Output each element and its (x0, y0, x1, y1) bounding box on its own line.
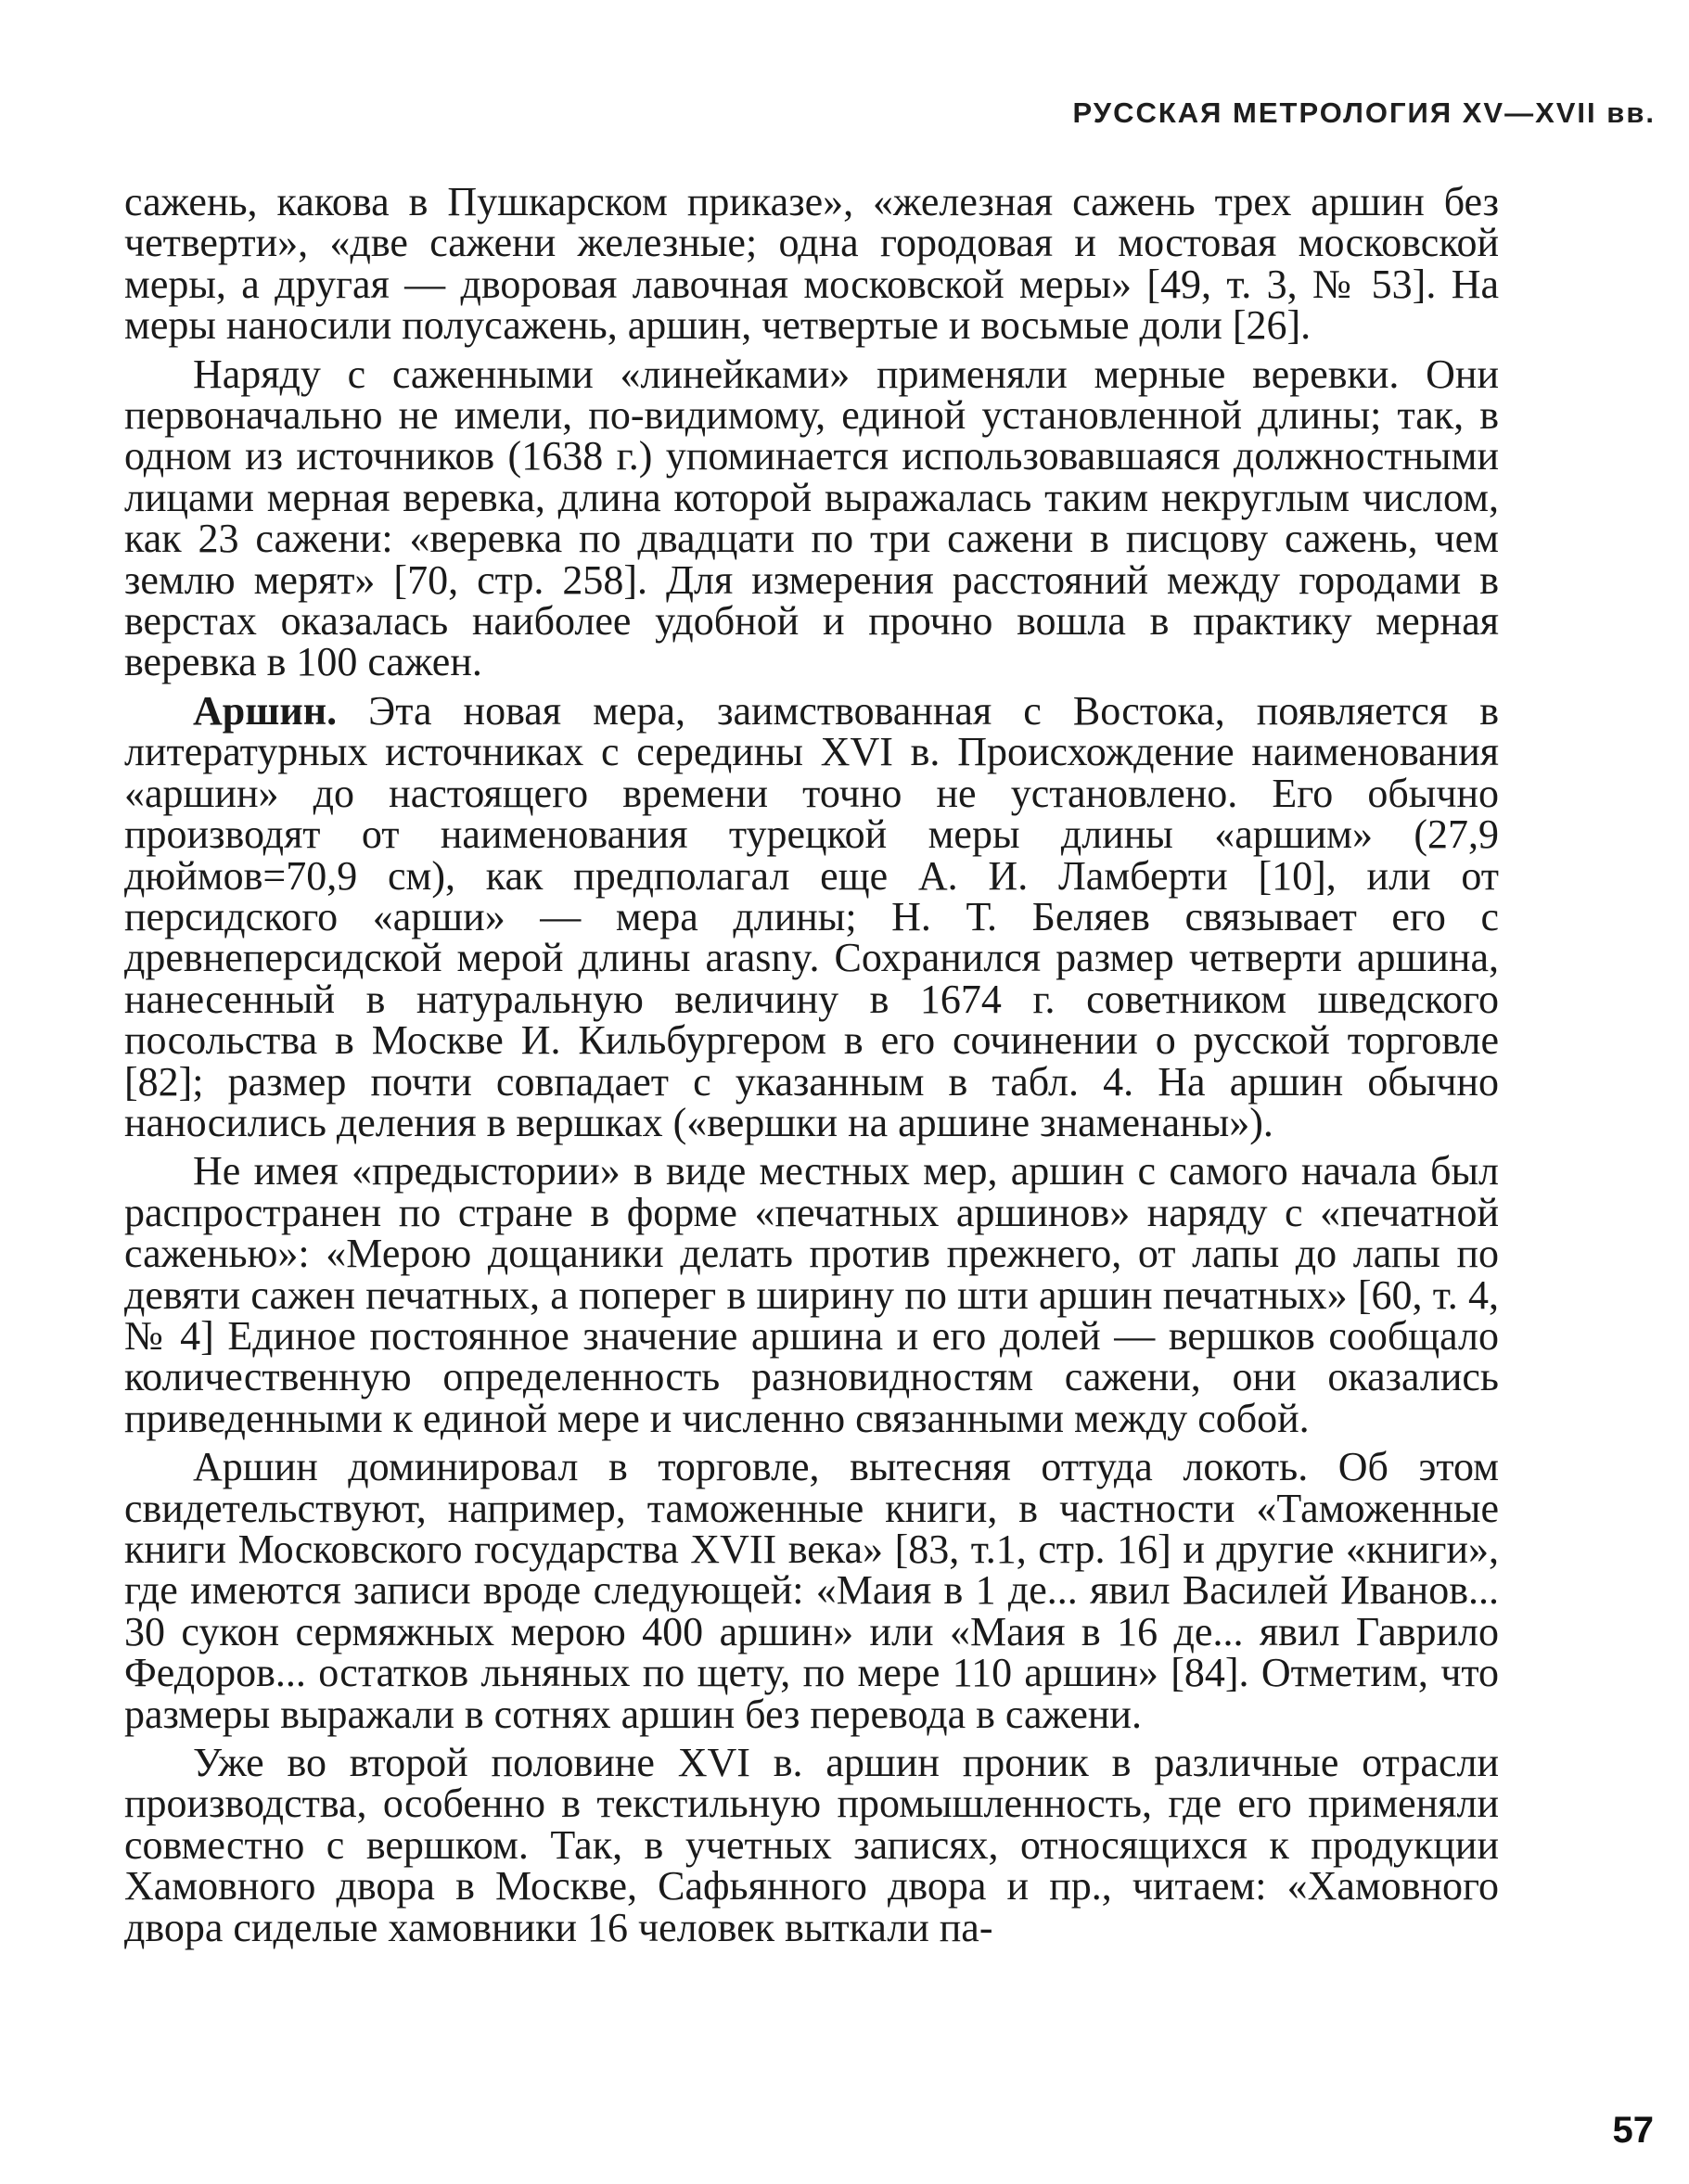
paragraph-1 (124, 179, 1499, 349)
paragraph-4 (124, 1148, 1499, 1441)
paragraph-3 (124, 687, 1499, 1145)
paragraph-3-lead: Аршин. (193, 687, 338, 734)
page-number: 57 (1612, 2110, 1654, 2151)
paragraph-2 (124, 351, 1499, 685)
paragraph-6 (124, 1740, 1499, 1950)
paragraph-4-text: Не имея «предыстории» в виде местных мер, аршин с самого начала был распространен по стране в форме «печатных аршинов» наряду с «печатной саженью»: «Мерою дощаники делать против прежнего, от лапы до лапы по девяти сажен печатных, а поперег в ширину по шти аршин печатных» [60, т. 4, № 4] Единое постоянное значение аршина и его долей — вершков сообщало количественную определенность разновидностям сажени, они оказались приведенными к единой мере и численно связанными между собой. (124, 1148, 1499, 1441)
paragraph-1-text: сажень, какова в Пушкарском приказе», «железная сажень трех аршин без четверти», «две сажени железные; одна городовая и мостовая московской меры, а другая — дворовая лавочная московской меры» [49, т. 3, № 53]. На меры наносили полусажень, аршин, четвертые и восьмые доли [26]. (124, 179, 1499, 349)
paragraph-5 (124, 1444, 1499, 1737)
body-text (124, 179, 1499, 1956)
paragraph-3-text: Эта новая мера, заимствованная с Востока, появляется в литературных источниках с середины XVI в. Происхождение наименования «аршин» до настоящего времени точно не установлено. Его обычно производят от наименования турецкой меры длины «аршим» (27,9 дюймов=70,9 см), как предполагал еще А. И. Ламберти [10], или от персидского «арши» — мера длины; Н. Т. Беляев связывает его с древнеперсидской мерой длины arasny. Сохранился размер четверти аршина, нанесенный в натуральную величину в 1674 г. советником шведского посольства в Москве И. Кильбургером в его сочинении о русской торговле [82]; размер почти совпадает с указанным в табл. 4. На аршин обычно наносились деления в вершках («вершки на аршине знаменаны»). (124, 687, 1499, 1145)
paragraph-5-text: Аршин доминировал в торговле, вытесняя оттуда локоть. Об этом свидетельствуют, например, таможенные книги, в частности «Таможенные книги Московского государства XVII века» [83, т.1, стр. 16] и другие «книги», где имеются записи вроде следующей: «Маия в 1 де... явил Василей Иванов... 30 сукон сермяжных мерою 400 аршин» или «Маия в 16 де... явил Гаврило Федоров... остатков льняных по щету, по мере 110 аршин» [84]. Отметим, что размеры выражали в сотнях аршин без перевода в сажени. (124, 1444, 1499, 1737)
paragraph-2-text: Наряду с саженными «линейками» применяли мерные веревки. Они первоначально не имели, по-видимому, единой установленной длины; так, в одном из источников (1638 г.) упоминается использовавшаяся должностными лицами мерная веревка, длина которой выражалась таким некруглым числом, как 23 сажени: «веревка по двадцати по три сажени в писцову сажень, чем землю мерят» [70, стр. 258]. Для измерения расстояний между городами в верстах оказалась наиболее удобной и прочно вошла в практику мерная веревка в 100 сажен. (124, 351, 1499, 685)
paragraph-6-text: Уже во второй половине XVI в. аршин проник в различные отрасли производства, особенно в текстильную промышленность, где его применяли совместно с вершком. Так, в учетных записях, относящихся к продукции Хамовного двора в Москве, Сафьянного двора и пр., читаем: «Хамовного двора сиделые хамовники 16 человек выткали па- (124, 1740, 1499, 1950)
running-head: РУССКАЯ МЕТРОЛОГИЯ XV—XVII вв. (1072, 96, 1656, 129)
